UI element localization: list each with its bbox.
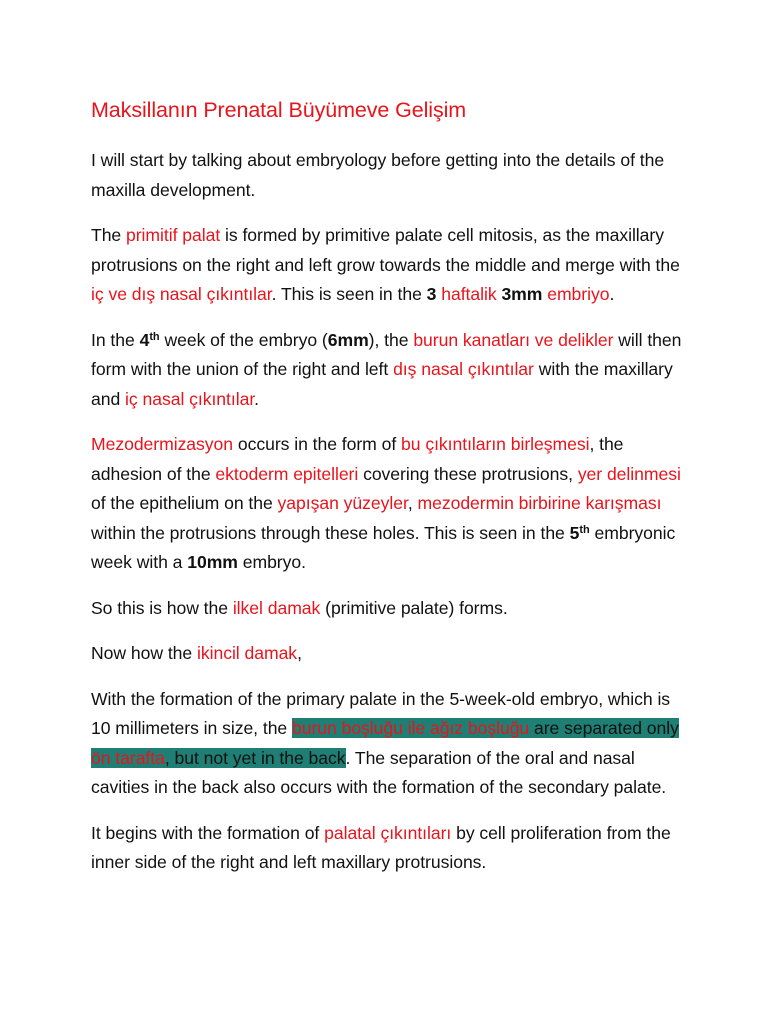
highlight-not-back: , but not yet in the back [164,747,346,768]
term-burun-kanatlari: burun kanatları ve delikler [413,329,614,350]
document-title: Maksillanın Prenatal Büyümeve Gelişim [91,98,467,122]
document-page [91,94,691,894]
term-ic-nasal: iç nasal çıkıntılar [125,388,255,409]
paragraph-intro: I will start by talking about embryology before getting into the details of the maxilla development. [91,150,665,200]
term-birlesmesi: bu çıkıntıların birleşmesi [401,434,590,454]
term-primitif-palat: primitif palat [126,225,221,245]
term-haftalik: haftalik [441,284,497,304]
term-nasal-protrusions: iç ve dış nasal çıkıntılar [91,284,272,304]
term-mezodermizasyon: Mezodermizasyon [91,434,234,454]
term-palatal-cikintilari: palatal çıkıntıları [324,822,452,843]
term-ilkel-damak: ilkel damak [232,597,321,618]
term-ektoderm: ektoderm epitelleri [215,463,359,484]
term-yapisan-yuzeyler: yapışan yüzeyler [277,493,408,513]
highlight-separated: are separated only [529,718,679,738]
highlight-on-tarafta: ön tarafta [91,747,165,768]
paragraph-palatal: It begins with the formation of palatal çıkıntıları by cell proliferation from the inner side of the right and left maxillary protrusions. [91,822,671,872]
term-embriyo: embriyo [547,284,610,304]
paragraph-ikincil-damak: Now how the ikincil damak, [91,643,302,663]
paragraph-primary-palate: With the formation of the primary palate in the 5-week-old embryo, which is 10 millimeters in size, the burun boşluğu ile ağız boşluğu are separated only ön tarafta, but not yet in the back. The separation of the oral and nasal cavities in the back also occurs with the formation of the secondary palate. [91,688,679,797]
paragraph-primitive-palate: The primitif palat is formed by primitive palate cell mitosis, as the maxillary protrusions on the right and left grow towards the middle and merge with the iç ve dış nasal çıkıntılar. This is seen in the 3 haftalik 3mm embriyo. [91,225,680,304]
term-dis-nasal: dış nasal çıkıntılar [393,359,534,379]
paragraph-ilkel-damak: So this is how the ilkel damak (primitive palate) forms. [91,597,508,618]
term-yer-delinmesi: yer delinmesi [577,463,681,484]
highlight-burun-boslugu: burun boşluğu ile ağız boşluğu [292,718,530,738]
term-mezodermin: mezodermin birbirine karışması [417,493,662,513]
term-ikincil-damak: ikincil damak [197,643,298,663]
paragraph-mesodermization: Mezodermizasyon occurs in the form of bu çıkıntıların birleşmesi, the adhesion of the ektoderm epitelleri covering these protrusions, yer delinmesi of the epithelium on the yapışan yüzeyler, mezodermin birbirine karışması within the protrusions through these holes. This is seen in the 5th embryonic week with a 10mm embryo. [91,434,681,572]
paragraph-week-4: In the 4th week of the embryo (6mm), the burun kanatları ve delikler will then form with the union of the right and left dış nasal çıkıntılar with the maxillary and iç nasal çıkıntılar. [91,329,682,409]
